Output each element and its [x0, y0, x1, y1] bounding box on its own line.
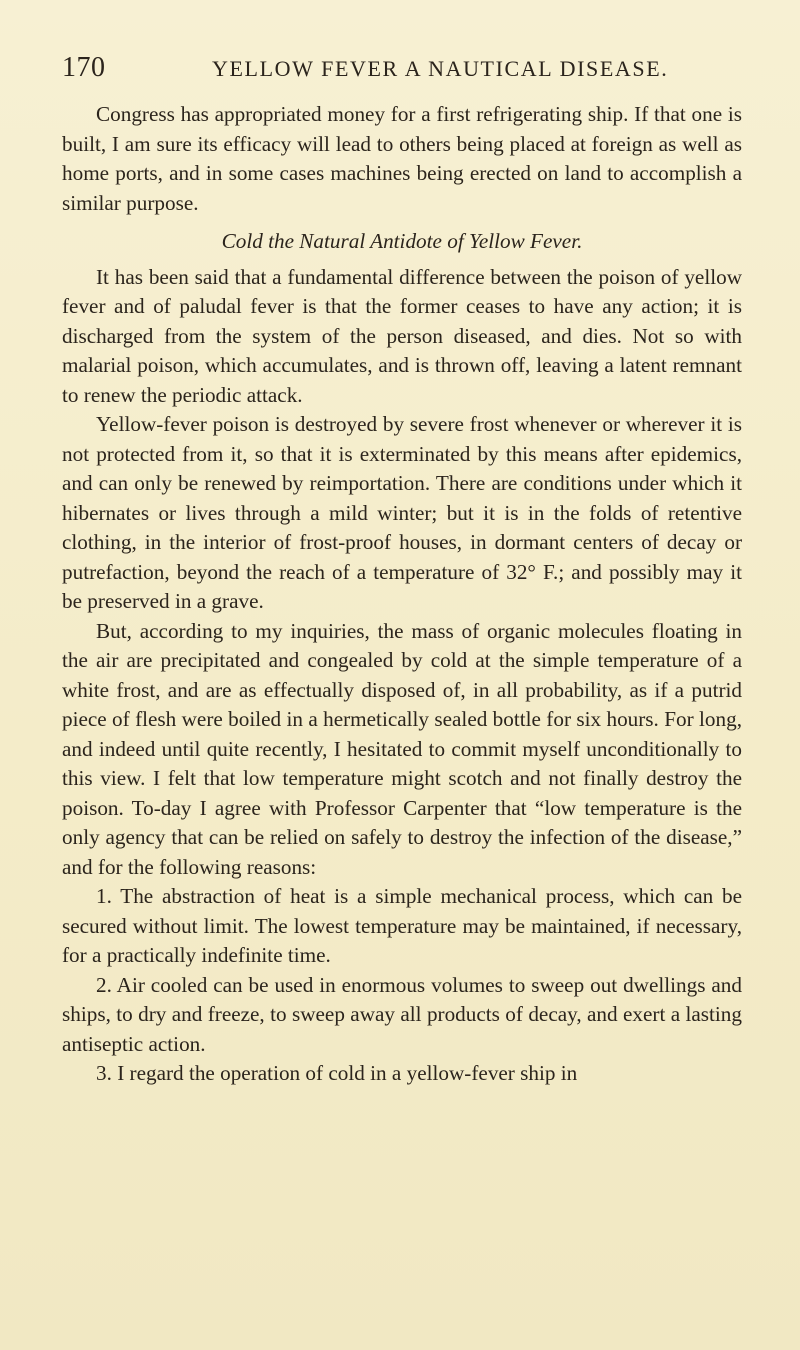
paragraph-organic-molecules: But, according to my inquiries, the mass of organic molecules floating in the air are precipitated and congealed by cold at the simple temperature of a white frost, and are as effectually disposed of, in all probability, as if a putrid piece of flesh were boiled in a hermetically sealed bottle for six hours. For long, and indeed until quite recently, I hesitated to commit myself unconditionally to this view. I felt that low temperature might scotch and not finally destroy the poison. To-day I agree with Professor Carpenter that “low temperature is the only agency that can be relied on safely to destroy the infection of the disease,” and for the following reasons: [62, 618, 742, 879]
page-number: 170 [62, 52, 106, 83]
section-heading: Cold the Natural Antidote of Yellow Fever. [221, 229, 583, 253]
list-item-1: 1. The abstraction of heat is a simple mechanical process, which can be secured without limit. The lowest temperature may be maintained, if necessary, for a practically indefinite time. [62, 884, 742, 967]
running-title: YELLOW FEVER A NAUTICAL DISEASE. [212, 56, 669, 81]
paragraph-refrigerating-ship: Congress has appropriated money for a first refrigerating ship. If that one is built, I am sure its efficacy will lead to others being placed at foreign as well as home ports, and in some cases machines being erected on land to accomplish a similar purpose. [62, 102, 742, 215]
list-item-3: 3. I regard the operation of cold in a yellow-fever ship in [96, 1061, 578, 1085]
running-head [62, 52, 742, 88]
paragraph-frost-destroys-poison: Yellow-fever poison is destroyed by severe frost whenever or wherever it is not protected from it, so that it is exterminated by this means after epidemics, and can only be renewed by reimportation. There are conditions under which it hibernates or lives through a mild winter; but it is in the folds of retentive clothing, in the interior of frost-proof houses, in dormant centers of decay or putrefaction, beyond the reach of a temperature of 32° F.; and possibly may it be preserved in a grave. [62, 412, 742, 613]
body-text [62, 100, 742, 1089]
list-item-2: 2. Air cooled can be used in enormous volumes to sweep out dwellings and ships, to dry and freeze, to sweep away all products of decay, and exert a lasting antiseptic action. [62, 972, 742, 1056]
paragraph-fundamental-difference: It has been said that a fundamental difference between the poison of yellow fever and of paludal fever is that the former ceases to have any action; it is discharged from the system of the person diseased, and dies. Not so with malarial poison, which accumulates, and is thrown off, leaving a latent remnant to renew the periodic attack. [62, 264, 742, 407]
